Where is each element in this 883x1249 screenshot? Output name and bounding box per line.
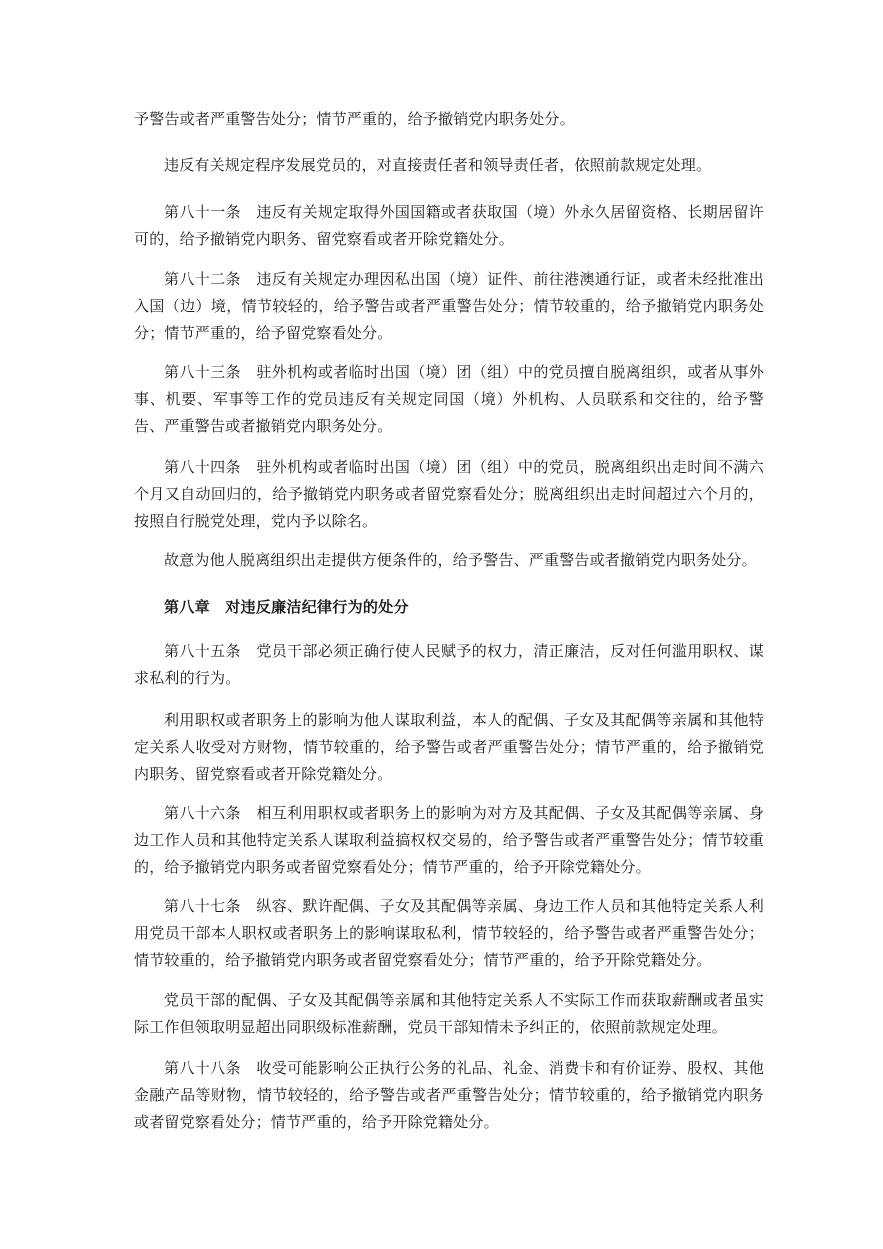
article-81: 第八十一条 违反有关规定取得外国国籍或者获取国（境）外永久居留资格、长期居留许可的，给予撤销党内职务、留党察看或者开除党籍处分。 bbox=[134, 203, 764, 248]
article-82: 第八十二条 违反有关规定办理因私出国（境）证件、前往港澳通行证，或者未经批准出入国（边）境，情节较轻的，给予警告或者严重警告处分；情节较重的，给予撤销党内职务处分；情节严重的，给予留党察看处分。 bbox=[134, 270, 764, 342]
article-86: 第八十六条 相互利用职权或者职务上的影响为对方及其配偶、子女及其配偶等亲属、身边工作人员和其他特定关系人谋取利益搞权权交易的，给予警告或者严重警告处分；情节较重的，给予撤销党内职务或者留党察看处分；情节严重的，给予开除党籍处分。 bbox=[134, 804, 764, 876]
paragraph: 违反有关规定程序发展党员的，对直接责任者和领导责任者，依照前款规定处理。 bbox=[164, 156, 712, 174]
article-85: 第八十五条 党员干部必须正确行使人民赋予的权力，清正廉洁，反对任何滥用职权、谋求私利的行为。 bbox=[134, 642, 764, 687]
article-88: 第八十八条 收受可能影响公正执行公务的礼品、礼金、消费卡和有价证券、股权、其他金融产品等财物，情节较轻的，给予警告或者严重警告处分；情节较重的，给予撤销党内职务或者留党察看处分；情节严重的，给予开除党籍处分。 bbox=[134, 1059, 764, 1131]
paragraph: 党员干部的配偶、子女及其配偶等亲属和其他特定关系人不实际工作而获取薪酬或者虽实际工作但领取明显超出同职级标准薪酬，党员干部知情未予纠正的，依照前款规定处理。 bbox=[134, 991, 764, 1036]
article-84: 第八十四条 驻外机构或者临时出国（境）团（组）中的党员，脱离组织出走时间不满六个月又自动回归的，给予撤销党内职务或者留党察看处分；脱离组织出走时间超过六个月的，按照自行脱党处理，党内予以除名。 bbox=[134, 458, 764, 530]
article-83: 第八十三条 驻外机构或者临时出国（境）团（组）中的党员擅自脱离组织，或者从事外事、机要、军事等工作的党员违反有关规定同国（境）外机构、人员联系和交往的，给予警告、严重警告或者撤销党内职务处分。 bbox=[134, 363, 764, 435]
article-87: 第八十七条 纵容、默许配偶、子女及其配偶等亲属、身边工作人员和其他特定关系人利用党员干部本人职权或者职务上的影响谋取私利，情节较轻的，给予警告或者严重警告处分；情节较重的，给予撤销党内职务或者留党察看处分；情节严重的，给予开除党籍处分。 bbox=[134, 897, 764, 969]
chapter-heading: 第八章 对违反廉洁纪律行为的处分 bbox=[164, 598, 409, 616]
paragraph: 利用职权或者职务上的影响为他人谋取利益，本人的配偶、子女及其配偶等亲属和其他特定关系人收受对方财物，情节较重的，给予警告或者严重警告处分；情节严重的，给予撤销党内职务、留党察看或者开除党籍处分。 bbox=[134, 711, 764, 783]
paragraph: 故意为他人脱离组织出走提供方便条件的，给予警告、严重警告或者撤销党内职务处分。 bbox=[164, 551, 757, 569]
paragraph: 予警告或者严重警告处分；情节严重的，给予撤销党内职务处分。 bbox=[134, 110, 575, 128]
